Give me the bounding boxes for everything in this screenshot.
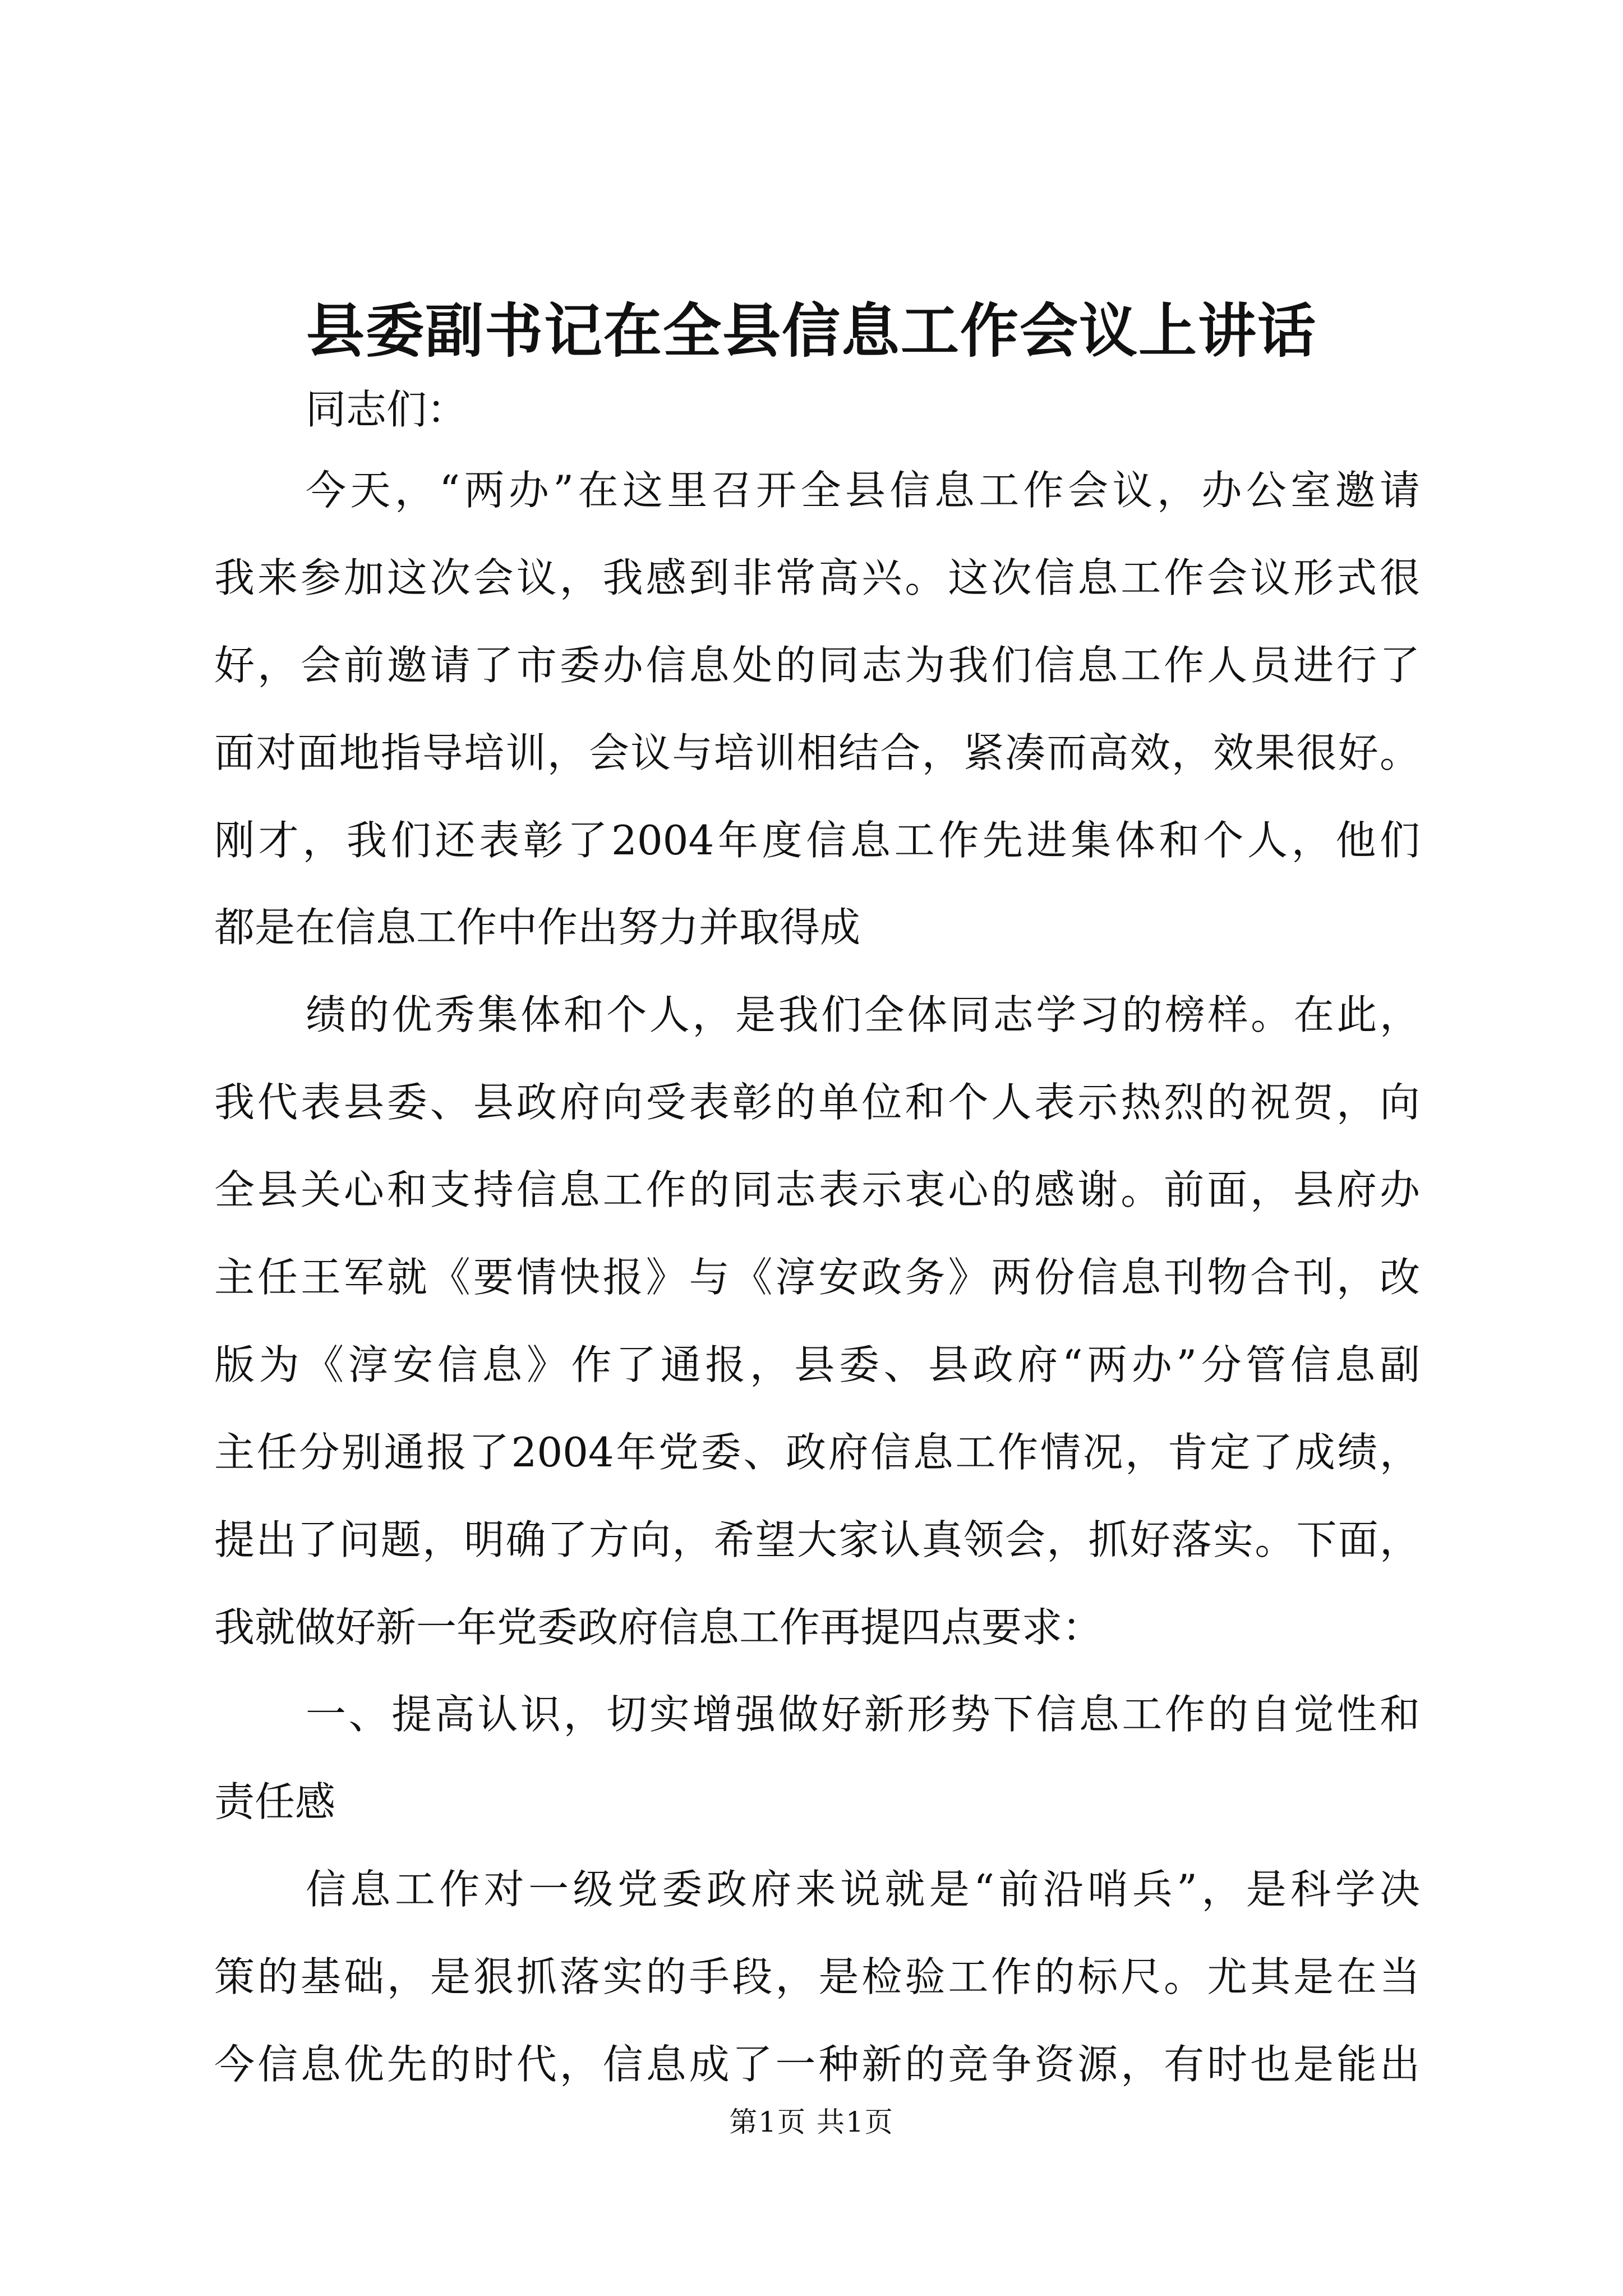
body-line-8: 我代表县委、县政府向受表彰的单位和个人表示热烈的祝贺，向	[214, 1079, 1420, 1126]
section-heading-line-1: 一、提高认识，切实增强做好新形势下信息工作的自觉性和	[306, 1691, 1420, 1738]
body-line-17: 今信息优先的时代，信息成了一种新的竞争资源，有时也是能出	[214, 2041, 1420, 2088]
salutation: 同志们：	[306, 386, 468, 433]
body-line-4: 面对面地指导培训，会议与培训相结合，紧凑而高效，效果很好。	[214, 729, 1420, 776]
body-line-10: 主任王军就《要情快报》与《淳安政务》两份信息刊物合刊，改	[214, 1254, 1420, 1301]
section-heading-line-2: 责任感	[214, 1778, 336, 1825]
body-line-11: 版为《淳安信息》作了通报，县委、县政府“两办”分管信息副	[214, 1341, 1420, 1388]
body-line-3: 好，会前邀请了市委办信息处的同志为我们信息工作人员进行了	[214, 642, 1420, 689]
body-line-9: 全县关心和支持信息工作的同志表示衷心的感谢。前面，县府办	[214, 1166, 1420, 1213]
body-line-1: 今天，“两办”在这里召开全县信息工作会议，办公室邀请	[306, 467, 1420, 514]
body-line-15: 信息工作对一级党委政府来说就是“前沿哨兵”，是科学决	[306, 1866, 1420, 1913]
body-line-2: 我来参加这次会议，我感到非常高兴。这次信息工作会议形式很	[214, 554, 1420, 601]
body-line-7: 绩的优秀集体和个人，是我们全体同志学习的榜样。在此，	[306, 991, 1420, 1038]
page-footer: 第1页 共1页	[729, 2106, 894, 2138]
body-line-5: 刚才，我们还表彰了2004年度信息工作先进集体和个人，他们	[214, 817, 1420, 864]
body-line-14: 我就做好新一年党委政府信息工作再提四点要求：	[214, 1604, 1103, 1651]
document-title: 县委副书记在全县信息工作会议上讲话	[306, 296, 1317, 365]
body-line-6: 都是在信息工作中作出努力并取得成	[214, 904, 861, 951]
body-line-16: 策的基础，是狠抓落实的手段，是检验工作的标尺。尤其是在当	[214, 1953, 1420, 2000]
body-line-13: 提出了问题，明确了方向，希望大家认真领会，抓好落实。下面，	[214, 1516, 1420, 1563]
body-line-12: 主任分别通报了2004年党委、政府信息工作情况，肯定了成绩，	[214, 1429, 1420, 1476]
